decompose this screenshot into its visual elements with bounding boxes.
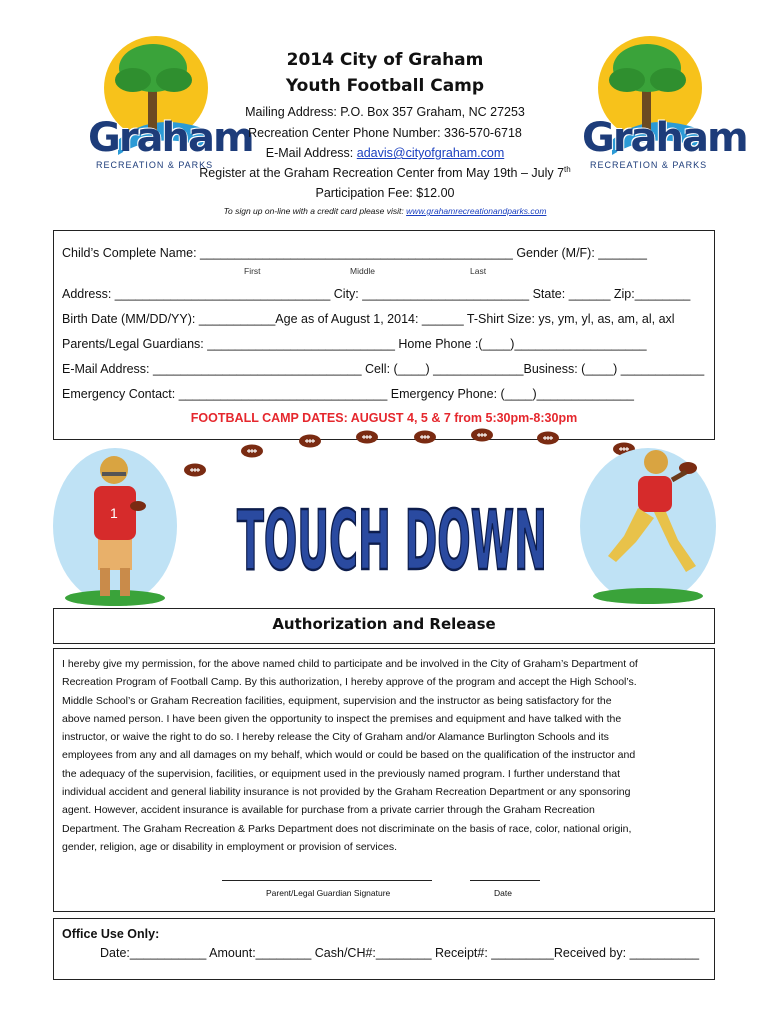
auth-heading: Authorization and Release	[272, 615, 496, 633]
name-first-label: First	[244, 266, 261, 276]
page-subtitle: Youth Football Camp	[285, 76, 485, 96]
football-icon	[471, 429, 493, 442]
auth-line: above named person. I have been given the opportunity to inspect the premises and equipment and have talked with the	[62, 712, 622, 725]
logo-sub-text: RECREATION & PARKS	[96, 160, 214, 170]
register-sup: th	[564, 165, 571, 174]
auth-line: Department. The Graham Recreation & Parks Department does not discriminate on the basis of race, color, national origin,	[62, 822, 632, 835]
logo-brand-text: Graham	[88, 115, 253, 161]
football-icon	[184, 464, 206, 477]
email-phone-field[interactable]: E-Mail Address: ______________________________ Cell: (____) _____________Business: (____) ____________	[62, 362, 705, 376]
child-name-field[interactable]: Child’s Complete Name: _____________________________________________ Gender (M/F): _______	[62, 246, 647, 260]
online-link[interactable]: www.grahamrecreationandparks.com	[406, 206, 547, 216]
auth-line: the adequacy of the supervision, facilities, or equipment used in the previously named program. I further understand that	[62, 767, 620, 780]
auth-paragraph	[62, 655, 708, 856]
emergency-field[interactable]: Emergency Contact: ______________________________ Emergency Phone: (____)______________	[62, 387, 634, 401]
parents-field[interactable]: Parents/Legal Guardians: ___________________________ Home Phone :(____)___________________	[62, 337, 647, 351]
email-link[interactable]: adavis@cityofgraham.com	[356, 146, 505, 160]
date-line[interactable]	[470, 868, 540, 881]
football-icon	[537, 432, 559, 445]
football-icon	[356, 431, 378, 444]
touchdown-text: TOUCH DOWN	[237, 492, 547, 589]
office-use-fields[interactable]: Date:___________ Amount:________ Cash/CH#:________ Receipt#: _________Received by: __________	[100, 946, 700, 960]
email-prefix: E-Mail Address:	[265, 146, 357, 160]
date-label: Date	[494, 888, 512, 898]
auth-line: employees from any and all damages on my behalf, which would or could be based on the qualification of the instructor and	[62, 749, 636, 762]
auth-line: instructor, or waive the right to do so. I hereby release the City of Graham and/or Alamance Burlington Schools and its	[62, 731, 609, 744]
name-middle-label: Middle	[350, 266, 376, 276]
office-use-title: Office Use Only:	[62, 927, 160, 941]
football-icon	[241, 445, 263, 458]
signature-line[interactable]	[222, 868, 432, 881]
camp-dates: FOOTBALL CAMP DATES: AUGUST 4, 5 & 7 from 5:30pm-8:30pm	[190, 411, 578, 425]
football-icon	[299, 435, 321, 448]
auth-line: gender, religion, age or disability in employment or provision of services.	[62, 840, 398, 853]
svg-text:1: 1	[110, 505, 118, 521]
name-last-label: Last	[470, 266, 487, 276]
logo-sub-text: RECREATION & PARKS	[590, 160, 708, 170]
auth-line: individual accident and general liability insurance is not provided by the Graham Recreation Department or any sponsoring	[62, 786, 631, 799]
register-text: Register at the Graham Recreation Center from May 19th – July 7	[199, 166, 565, 181]
quarterback-icon	[50, 448, 180, 608]
mailing-address: Mailing Address: P.O. Box 357 Graham, NC 27253	[245, 105, 525, 119]
online-prefix: To sign up on-line with a credit card please visit:	[223, 206, 407, 216]
page-title: 2014 City of Graham	[286, 50, 484, 70]
auth-line: I hereby give my permission, for the above named child to participate and be involved in the City of Graham’s Department of	[62, 658, 638, 670]
auth-line: Recreation Program of Football Camp. By this authorization, I hereby approve of the program and accept the High School’s.	[62, 676, 637, 689]
auth-line: Middle School’s or Graham Recreation facilities, equipment, supervision and the instructor as being satisfactory for the	[62, 694, 612, 707]
touchdown-graphic	[232, 480, 552, 590]
running-player-icon	[578, 446, 718, 606]
football-icon	[414, 431, 436, 444]
address-field[interactable]: Address: _______________________________ City: ________________________ State: ______ Zip:________	[62, 287, 691, 301]
participation-fee: Participation Fee: $12.00	[315, 186, 455, 200]
phone-number: Recreation Center Phone Number: 336-570-6718	[248, 126, 522, 140]
signature-label: Parent/Legal Guardian Signature	[266, 888, 391, 898]
logo-brand-text: Graham	[582, 115, 747, 161]
birth-date-field[interactable]: Birth Date (MM/DD/YY): ___________Age as of August 1, 2014: ______ T-Shirt Size: ys, ym, yl, as, am, al, axl	[62, 312, 675, 326]
auth-line: agent. However, accident insurance is available for purchase from a private carrier through the Graham Recreation	[62, 804, 595, 817]
